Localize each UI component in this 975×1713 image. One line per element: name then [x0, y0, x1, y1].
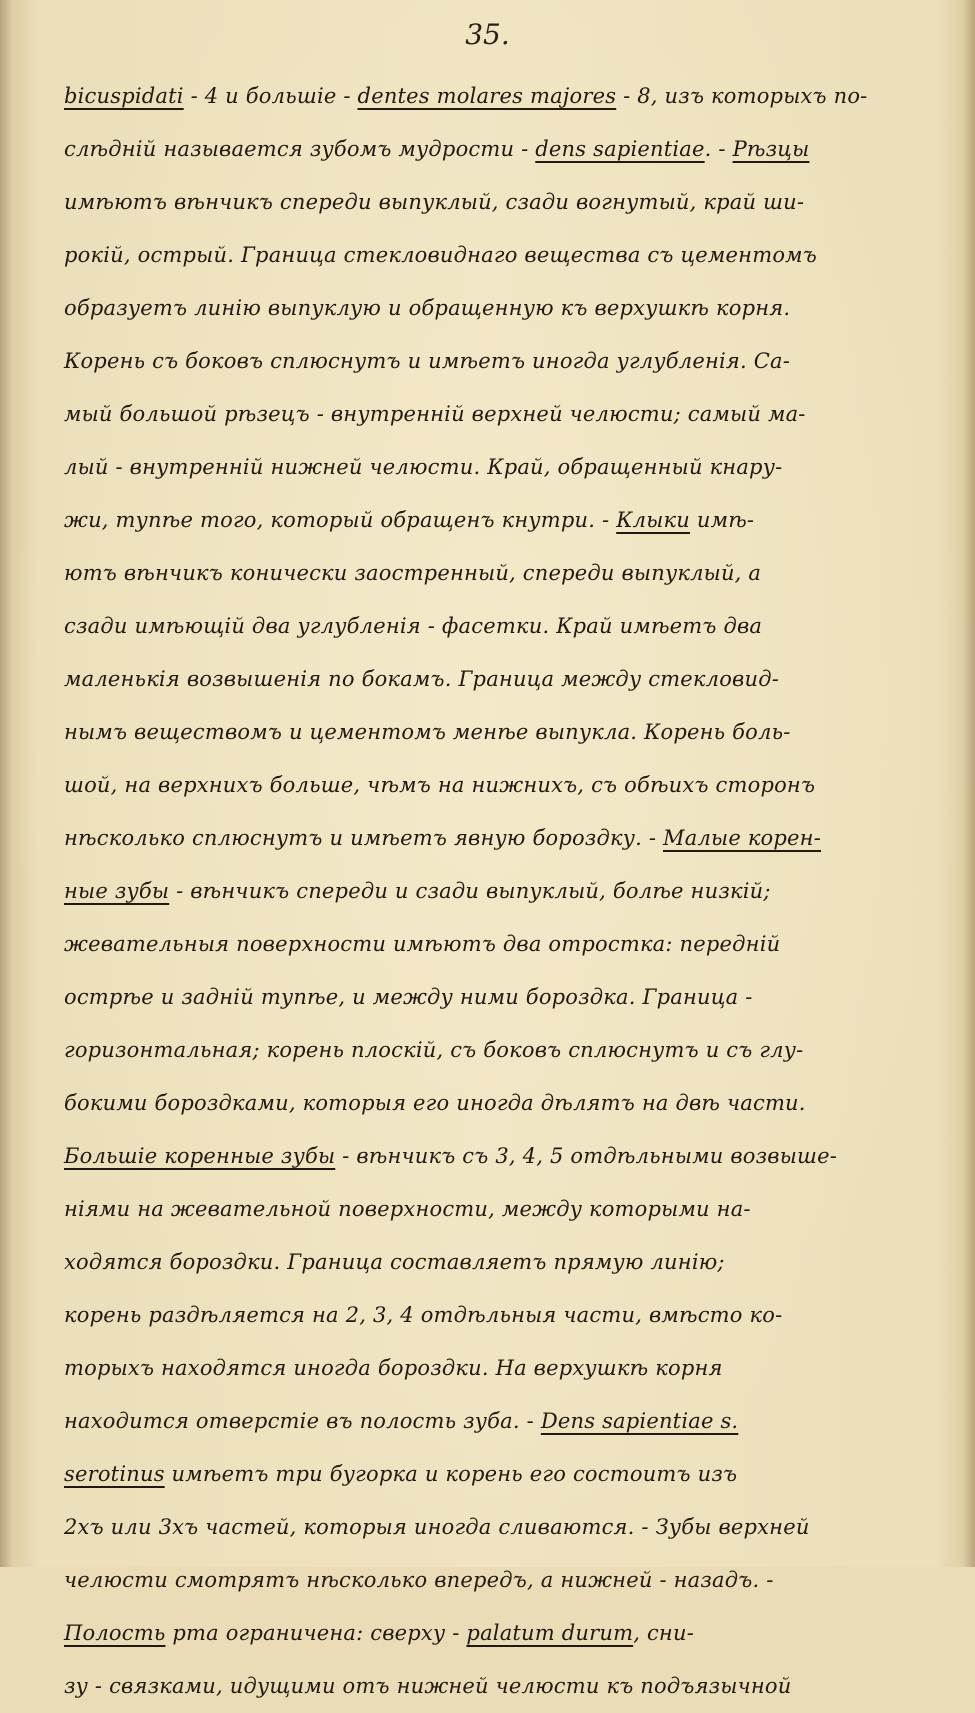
underlined-term: bicuspidati — [64, 84, 184, 108]
text-segment: торыхъ находятся иногда бороздки. На верхушкѣ корня — [64, 1356, 723, 1380]
text-line — [64, 706, 934, 759]
text-line — [64, 1501, 934, 1554]
underlined-term: Рѣзцы — [732, 137, 810, 161]
text-segment: корень раздѣляется на 2, 3, 4 отдѣльныя части, вмѣсто ко- — [64, 1303, 783, 1327]
text-segment: Корень съ боковъ сплюснутъ и имѣетъ иногда углубленія. Са- — [64, 349, 791, 373]
text-segment: ютъ вѣнчикъ конически заостренный, спереди выпуклый, а — [64, 561, 762, 585]
text-segment: жи, тупѣе того, который обращенъ кнутри. - — [64, 508, 617, 532]
text-line — [64, 918, 934, 971]
text-segment: лый - внутренній нижней челюсти. Край, обращенный кнару- — [64, 455, 783, 479]
text-line — [64, 1236, 934, 1289]
text-line — [64, 1289, 934, 1342]
underlined-term: Dens sapientiae s. — [540, 1409, 739, 1433]
text-line — [64, 123, 934, 176]
handwritten-text-body — [64, 70, 934, 1713]
text-segment: челюсти смотрятъ нѣсколько впередъ, а нижней - назадъ. - — [64, 1568, 774, 1592]
text-line — [64, 1077, 934, 1130]
text-line — [64, 1395, 934, 1448]
text-line — [64, 335, 934, 388]
text-segment: ніями на жевательной поверхности, между которыми на- — [64, 1197, 751, 1221]
text-segment: имѣютъ вѣнчикъ спереди выпуклый, сзади вогнутый, край ши- — [64, 190, 805, 214]
text-segment: образуетъ линію выпуклую и обращенную къ верхушкѣ корня. — [64, 296, 791, 320]
text-segment: . - — [704, 137, 733, 161]
text-line — [64, 494, 934, 547]
underlined-term: palatum durum — [466, 1621, 634, 1645]
text-line — [64, 759, 934, 812]
text-line — [64, 229, 934, 282]
text-segment: находится отверстіе въ полость зуба. - — [64, 1409, 541, 1433]
text-line — [64, 600, 934, 653]
text-segment: ходятся бороздки. Граница составляетъ прямую линію; — [64, 1250, 725, 1274]
underlined-term: Большіе коренные зубы — [64, 1144, 336, 1168]
text-line — [64, 812, 934, 865]
text-line — [64, 176, 934, 229]
text-line — [64, 1024, 934, 1077]
text-segment: - 4 и большіе - — [183, 84, 358, 108]
text-line — [64, 1183, 934, 1236]
text-segment: - вѣнчикъ спереди и сзади выпуклый, болѣе низкій; — [169, 879, 771, 903]
text-line — [64, 1554, 934, 1607]
text-segment: горизонтальная; корень плоскій, съ боковъ сплюснутъ и съ глу- — [64, 1038, 804, 1062]
text-segment: нымъ веществомъ и цементомъ менѣе выпукла. Корень боль- — [64, 720, 791, 744]
text-segment: жевательныя поверхности имѣютъ два отростка: передній — [64, 932, 781, 956]
text-line — [64, 1130, 934, 1183]
underlined-term: Клыки — [616, 508, 690, 532]
text-line — [64, 1607, 934, 1660]
text-segment: - вѣнчикъ съ 3, 4, 5 отдѣльными возвыше- — [335, 1144, 838, 1168]
underlined-term: Малые корен- — [663, 826, 821, 850]
text-line — [64, 388, 934, 441]
text-line — [64, 441, 934, 494]
text-line — [64, 1660, 934, 1713]
page-number: 35. — [465, 18, 510, 51]
underlined-term: serotinus — [64, 1462, 165, 1486]
text-segment: шой, на верхнихъ больше, чѣмъ на нижнихъ, съ обѣихъ сторонъ — [64, 773, 816, 797]
text-segment: рокій, острый. Граница стекловиднаго вещества съ цементомъ — [64, 243, 817, 267]
text-segment: рта ограничена: сверху - — [165, 1621, 467, 1645]
text-segment: - 8, изъ которыхъ по- — [616, 84, 868, 108]
text-segment: 2хъ или 3хъ частей, которыя иногда сливаются. - Зубы верхней — [64, 1515, 810, 1539]
text-segment: бокими бороздками, которыя его иногда дѣлятъ на двѣ части. — [64, 1091, 806, 1115]
text-segment: нѣсколько сплюснутъ и имѣетъ явную бороздку. - — [64, 826, 664, 850]
text-segment: слѣдній называется зубомъ мудрости - — [64, 137, 536, 161]
page-edge-left — [0, 0, 12, 1567]
text-segment: мый большой рѣзецъ - внутренній верхней челюсти; самый ма- — [64, 402, 806, 426]
text-line — [64, 547, 934, 600]
text-segment: сзади имѣющій два углубленія - фасетки. Край имѣетъ два — [64, 614, 763, 638]
text-segment: имѣ- — [689, 508, 755, 532]
text-segment: острѣе и задній тупѣе, и между ними бороздка. Граница - — [64, 985, 753, 1009]
page-edge-right — [963, 0, 975, 1567]
text-segment: зу - связками, идущими отъ нижней челюсти къ подъязычной — [64, 1674, 792, 1698]
underlined-term: ные зубы — [64, 879, 170, 903]
text-line — [64, 1342, 934, 1395]
text-line — [64, 865, 934, 918]
text-line — [64, 971, 934, 1024]
underlined-term: dentes molares majores — [357, 84, 617, 108]
text-segment: , сни- — [633, 1621, 694, 1645]
text-line — [64, 70, 934, 123]
text-segment: маленькія возвышенія по бокамъ. Граница между стекловид- — [64, 667, 780, 691]
underlined-term: Полость — [64, 1621, 166, 1645]
text-line — [64, 653, 934, 706]
text-line — [64, 282, 934, 335]
text-segment: имѣетъ три бугорка и корень его состоитъ изъ — [164, 1462, 738, 1486]
text-line — [64, 1448, 934, 1501]
underlined-term: dens sapientiae — [535, 137, 705, 161]
